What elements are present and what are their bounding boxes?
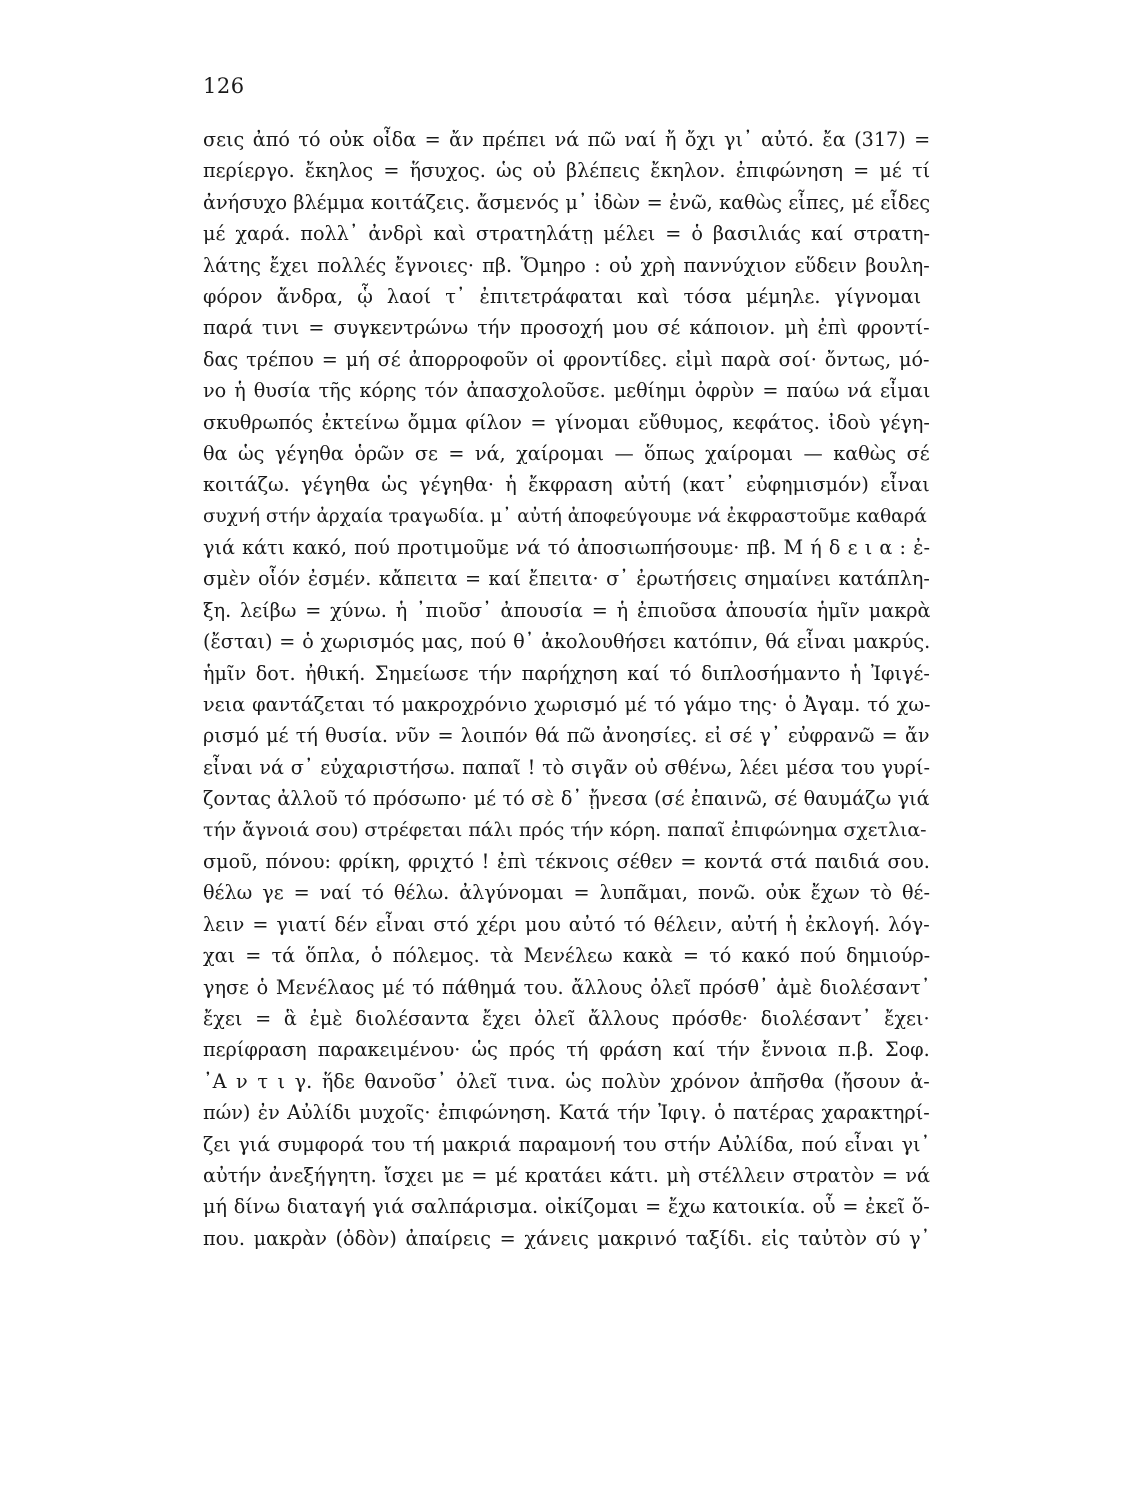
text-line: σμὲν οἷόν ἐσμέν. κἄπειτα = καί ἔπειτα· σ᾽ ἐρωτήσεις σημαίνει κατάπλη- [203, 567, 930, 591]
text-line: συχνή στήν ἀρχαία τραγωδία. μ᾽ αὐτή ἀποφεύγουμε νά ἐκφραστοῦμε καθαρά [203, 505, 927, 527]
text-line: θέλω γε = ναί τό θέλω. ἀλγύνομαι = λυπᾶμαι, πονῶ. οὐκ ἔχων τὸ θέ- [203, 881, 930, 905]
text-line: κοιτάζω. γέγηθα ὡς γέγηθα· ἡ ἔκφραση αὐτή (κατ᾽ εὐφημισμόν) εἶναι [203, 473, 930, 497]
text-line: μή δίνω διαταγή γιά σαλπάρισμα. οἰκίζομαι = ἔχω κατοικία. οὗ = ἐκεῖ ὅ- [203, 1195, 930, 1219]
text-line: φόρον ἄνδρα, ᾧ λαοί τ᾽ ἐπιτετράφαται καὶ τόσα μέμηλε. γίγνομαι [203, 284, 922, 308]
text-line: δας τρέπου = μή σέ ἀπορροφοῦν οἱ φροντίδες. εἰμὶ παρὰ σοί· ὄντως, μό- [203, 347, 930, 371]
text-line: περίφραση παρακειμένου· ὡς πρός τή φράση καί τήν ἔννοια π.β. Σοφ. [203, 1038, 930, 1062]
text-line: μέ χαρά. πολλ᾽ ἀνδρὶ καὶ στρατηλάτῃ μέλει = ὁ βασιλιάς καί στρατη- [203, 222, 930, 246]
text-line: αὐτήν ἀνεξήγητη. ἴσχει με = μέ κρατάει κάτι. μὴ στέλλειν στρατὸν = νά [203, 1163, 931, 1187]
text-line: ἀνήσυχο βλέμμα κοιτάζεις. ἄσμενός μ᾽ ἰδὼν = ἐνῶ, καθὼς εἶπες, μέ εἶδες [203, 190, 931, 214]
text-line: (ἔσται) = ὁ χωρισμός μας, πού θ᾽ ἀκολουθήσει κατόπιν, θά εἶναι μακρύς. [203, 630, 931, 654]
text-line: ζοντας ἀλλοῦ τό πρόσωπο· μέ τό σὲ δ᾽ ᾔνεσα (σέ ἐπαινῶ, σέ θαυμάζω γιά [203, 787, 930, 811]
text-line: σκυθρωπός ἐκτείνω ὄμμα φίλον = γίνομαι εὔθυμος, κεφάτος. ἰδοὺ γέγη- [203, 410, 930, 434]
text-line: ρισμό μέ τή θυσία. νῦν = λοιπόν θά πῶ ἀνοησίες. εἰ σέ γ᾽ εὐφρανῶ = ἄν [203, 724, 930, 748]
text-line: πών) ἐν Αὐλίδι μυχοῖς· ἐπιφώνηση. Κατά τήν Ἰφιγ. ὁ πατέρας χαρακτηρί- [203, 1101, 930, 1125]
commentary-text [203, 124, 930, 1254]
text-line: νεια φαντάζεται τό μακροχρόνιο χωρισμό μέ τό γάμο της· ὁ Ἀγαμ. τό χω- [203, 693, 931, 717]
text-line: ᾽Α ν τ ι γ. ἥδε θανοῦσ᾽ ὀλεῖ τινα. ὡς πολὺν χρόνον ἀπῆσθα (ἤσουν ἀ- [203, 1069, 930, 1093]
text-line: ξη. λείβω = χύνω. ἡ ᾽πιοῦσ᾽ ἀπουσία = ἡ ἐπιοῦσα ἀπουσία ἡμῖν μακρὰ [203, 598, 931, 622]
text-line: σμοῦ, πόνου: φρίκη, φριχτό ! ἐπὶ τέκνοις σέθεν = κοντά στά παιδιά σου. [203, 849, 930, 873]
text-line: νο ἡ θυσία τῆς κόρης τόν ἀπασχολοῦσε. μεθίημι ὀφρὺν = παύω νά εἶμαι [203, 379, 931, 403]
text-line: ἡμῖν δοτ. ἠθική. Σημείωσε τήν παρήχηση καί τό διπλοσήμαντο ἡ Ἰφιγέ- [203, 661, 930, 685]
text-line: εἶναι νά σ᾽ εὐχαριστήσω. παπαῖ ! τὸ σιγᾶν οὐ σθένω, λέει μέσα του γυρί- [203, 755, 930, 779]
text-line: παρά τινι = συγκεντρώνω τήν προσοχή μου σέ κάποιον. μὴ ἐπὶ φροντί- [203, 316, 930, 340]
text-line: γιά κάτι κακό, πού προτιμοῦμε νά τό ἀποσιωπήσουμε· πβ. Μ ή δ ε ι α : ἐ- [203, 536, 930, 560]
page-number: 126 [203, 74, 245, 98]
text-line: λάτης ἔχει πολλές ἔγνοιες· πβ. Ὅμηρο : οὐ χρὴ παννύχιον εὕδειν βουλη- [203, 253, 930, 277]
text-line: ζει γιά συμφορά του τή μακριά παραμονή του στήν Αὐλίδα, πού εἶναι γι᾽ [203, 1132, 931, 1156]
text-line: τήν ἄγνοιά σου) στρέφεται πάλι πρός τήν κόρη. παπαῖ ἐπιφώνημα σχετλια- [203, 818, 927, 841]
text-line: ἔχει = ἃ ἐμὲ διολέσαντα ἔχει ὀλεῖ ἄλλους πρόσθε· διολέσαντ᾽ ἔχει· [203, 1006, 930, 1030]
text-line: που. μακρὰν (ὁδὸν) ἀπαίρεις = χάνεις μακρινό ταξίδι. εἰς ταὐτὸν σύ γ᾽ [203, 1226, 931, 1250]
text-line: λειν = γιατί δέν εἶναι στό χέρι μου αὐτό τό θέλειν, αὐτή ἡ ἐκλογή. λόγ- [203, 912, 930, 936]
text-line: σεις ἀπό τό οὐκ οἶδα = ἄν πρέπει νά πῶ ναί ἤ ὄχι γι᾽ αὐτό. ἔα (317) = [203, 128, 931, 151]
text-line: γησε ὁ Μενέλαος μέ τό πάθημά του. ἄλλους ὀλεῖ πρόσθ᾽ ἀμὲ διολέσαντ᾽ [203, 975, 931, 999]
text-line: χαι = τά ὅπλα, ὁ πόλεμος. τὰ Μενέλεω κακὰ = τό κακό πού δημιούρ- [203, 944, 931, 968]
text-line: περίεργο. ἔκηλος = ἥσυχος. ὡς οὐ βλέπεις ἔκηλον. ἐπιφώνηση = μέ τί [203, 159, 931, 183]
text-line: θα ὡς γέγηθα ὁρῶν σε = νά, χαίρομαι — ὅπως χαίρομαι — καθὼς σέ [203, 441, 930, 465]
